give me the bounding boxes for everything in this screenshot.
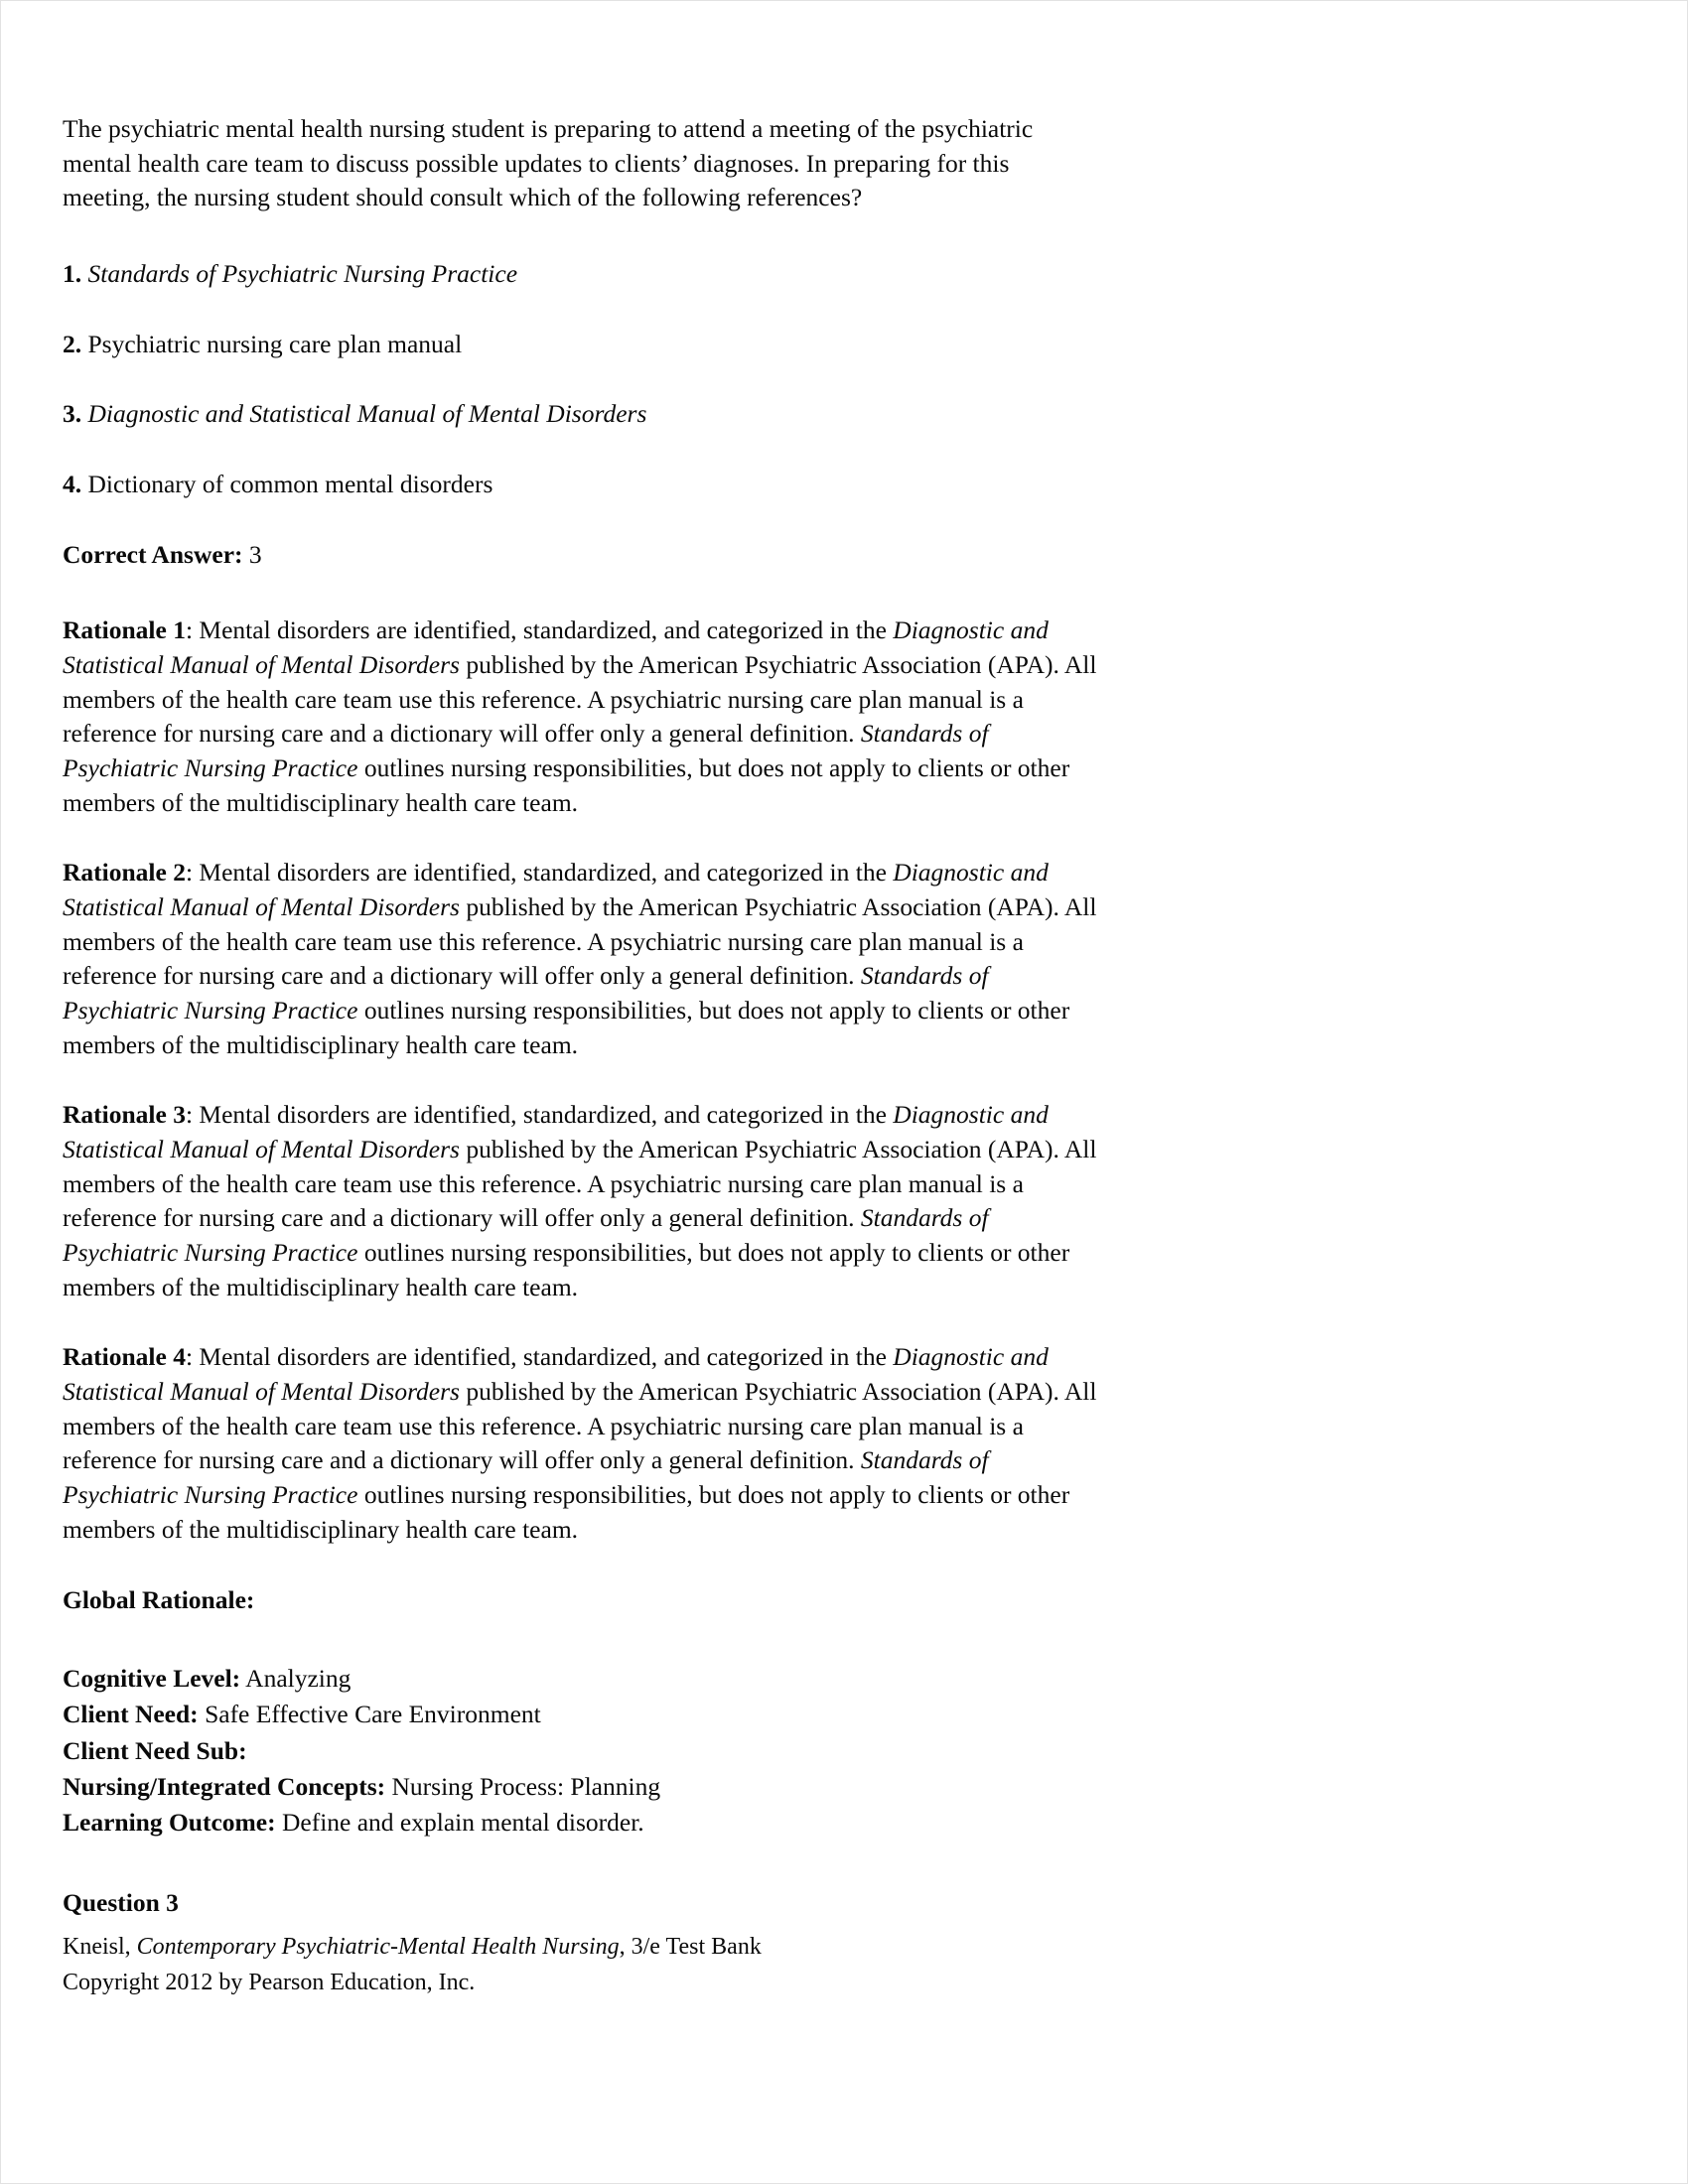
rationale-2-title2: Standards of Psychiatric Nursing Practice [63, 961, 989, 1025]
rationale-4-title1: Diagnostic and Statistical Manual of Mental Disorders [63, 1342, 1049, 1407]
option-3-text: Diagnostic and Statistical Manual of Mental Disorders [87, 399, 647, 429]
rationale-4-colon: : [185, 1342, 194, 1372]
rationale-4-seg2: published by the American Psychiatric Association (APA). All members of the health care team use this reference. A psychiatric nursing care plan manual is a reference for nursing care and a dictionary will offer only a general definition. [63, 1377, 1097, 1475]
rationale-4 [63, 1340, 1100, 1547]
metadata-cognitive-level [63, 1661, 1100, 1697]
rationale-3 [63, 1098, 1100, 1304]
rationale-2-seg2: published by the American Psychiatric Association (APA). All members of the health care team use this reference. A psychiatric nursing care plan manual is a reference for nursing care and a dictionary will offer only a general definition. [63, 892, 1097, 991]
footer-source [63, 1929, 1100, 1965]
metadata-nursing-concepts-value: Nursing Process: Planning [385, 1771, 661, 1801]
option-4-text: Dictionary of common mental disorders [87, 470, 493, 499]
question-stem: The psychiatric mental health nursing student is preparing to attend a meeting of the psychiatric mental health care team to discuss possible updates to clients’ diagnoses. In preparing for this meeting, the nursing student should consult which of the following references? [63, 114, 1034, 212]
rationale-3-seg1: Mental disorders are identified, standardized, and categorized in the [193, 1100, 894, 1130]
metadata-learning-outcome-value: Define and explain mental disorder. [275, 1807, 644, 1837]
option-4 [63, 468, 1100, 502]
rationale-1-label: Rationale 1 [63, 615, 186, 645]
rationale-2-title1: Diagnostic and Statistical Manual of Mental Disorders [63, 858, 1049, 922]
rationale-3-title1: Diagnostic and Statistical Manual of Mental Disorders [63, 1100, 1049, 1164]
rationale-2-seg1: Mental disorders are identified, standardized, and categorized in the [193, 858, 894, 887]
rationale-2-label: Rationale 2 [63, 858, 186, 887]
metadata-client-need-sub [63, 1733, 1100, 1769]
metadata-client-need [63, 1697, 1100, 1732]
option-2-text: Psychiatric nursing care plan manual [87, 329, 463, 358]
metadata-nursing-concepts-label: Nursing/Integrated Concepts: [63, 1771, 386, 1801]
document-content [63, 112, 1100, 2000]
correct-answer-label: Correct Answer: [63, 539, 243, 569]
global-rationale-label: Global Rationale: [63, 1584, 255, 1614]
footer-source-title: Contemporary Psychiatric-Mental Health Nursing [136, 1933, 620, 1960]
rationale-4-seg1: Mental disorders are identified, standardized, and categorized in the [193, 1342, 894, 1372]
rationale-1-seg3: outlines nursing responsibilities, but does not apply to clients or other members of the multidisciplinary health care team. [63, 753, 1070, 817]
rationale-4-seg3: outlines nursing responsibilities, but does not apply to clients or other members of the multidisciplinary health care team. [63, 1480, 1070, 1544]
footer-copyright: Copyright 2012 by Pearson Education, Inc. [63, 1969, 476, 1995]
rationale-2 [63, 856, 1100, 1062]
rationale-3-seg2: published by the American Psychiatric Association (APA). All members of the health care team use this reference. A psychiatric nursing care plan manual is a reference for nursing care and a dictionary will offer only a general definition. [63, 1135, 1097, 1233]
rationale-1 [63, 614, 1100, 820]
correct-answer [63, 538, 1100, 573]
metadata-learning-outcome-label: Learning Outcome: [63, 1807, 276, 1837]
option-3 [63, 397, 1100, 432]
footer-source-suffix: , 3/e Test Bank [619, 1933, 762, 1960]
rationale-2-colon: : [185, 858, 194, 887]
option-2-number: 2. [63, 329, 82, 358]
rationale-2-seg3: outlines nursing responsibilities, but does not apply to clients or other members of the multidisciplinary health care team. [63, 996, 1070, 1059]
rationale-3-title2: Standards of Psychiatric Nursing Practice [63, 1203, 989, 1268]
metadata-cognitive-level-value: Analyzing [240, 1664, 352, 1694]
rationale-3-label: Rationale 3 [63, 1100, 186, 1130]
footer-question-number: Question 3 [63, 1888, 179, 1918]
rationale-1-title1: Diagnostic and Statistical Manual of Mental Disorders [63, 615, 1049, 680]
rationale-1-title2: Standards of Psychiatric Nursing Practice [63, 719, 989, 783]
rationale-1-seg2: published by the American Psychiatric Association (APA). All members of the health care team use this reference. A psychiatric nursing care plan manual is a reference for nursing care and a dictionary will offer only a general definition. [63, 650, 1097, 749]
option-1-number: 1. [63, 259, 82, 289]
correct-answer-value: 3 [248, 539, 262, 569]
metadata-client-need-sub-label: Client Need Sub: [63, 1735, 247, 1765]
metadata-client-need-value: Safe Effective Care Environment [198, 1700, 541, 1729]
option-4-number: 4. [63, 470, 82, 499]
rationale-1-colon: : [185, 615, 194, 645]
option-1 [63, 257, 1100, 292]
rationale-3-seg3: outlines nursing responsibilities, but does not apply to clients or other members of the multidisciplinary health care team. [63, 1238, 1070, 1301]
rationale-4-title2: Standards of Psychiatric Nursing Practice [63, 1445, 989, 1510]
footer-source-prefix: Kneisl, [63, 1933, 137, 1960]
rationale-1-seg1: Mental disorders are identified, standardized, and categorized in the [193, 615, 894, 645]
metadata-cognitive-level-label: Cognitive Level: [63, 1664, 241, 1694]
option-1-text: Standards of Psychiatric Nursing Practice [87, 259, 518, 289]
rationale-4-label: Rationale 4 [63, 1342, 186, 1372]
option-3-number: 3. [63, 399, 82, 429]
metadata-learning-outcome [63, 1805, 1100, 1841]
option-2 [63, 328, 1100, 362]
metadata-nursing-concepts [63, 1769, 1100, 1805]
rationale-3-colon: : [185, 1100, 194, 1130]
metadata-block [63, 1661, 1100, 1841]
metadata-client-need-label: Client Need: [63, 1700, 199, 1729]
